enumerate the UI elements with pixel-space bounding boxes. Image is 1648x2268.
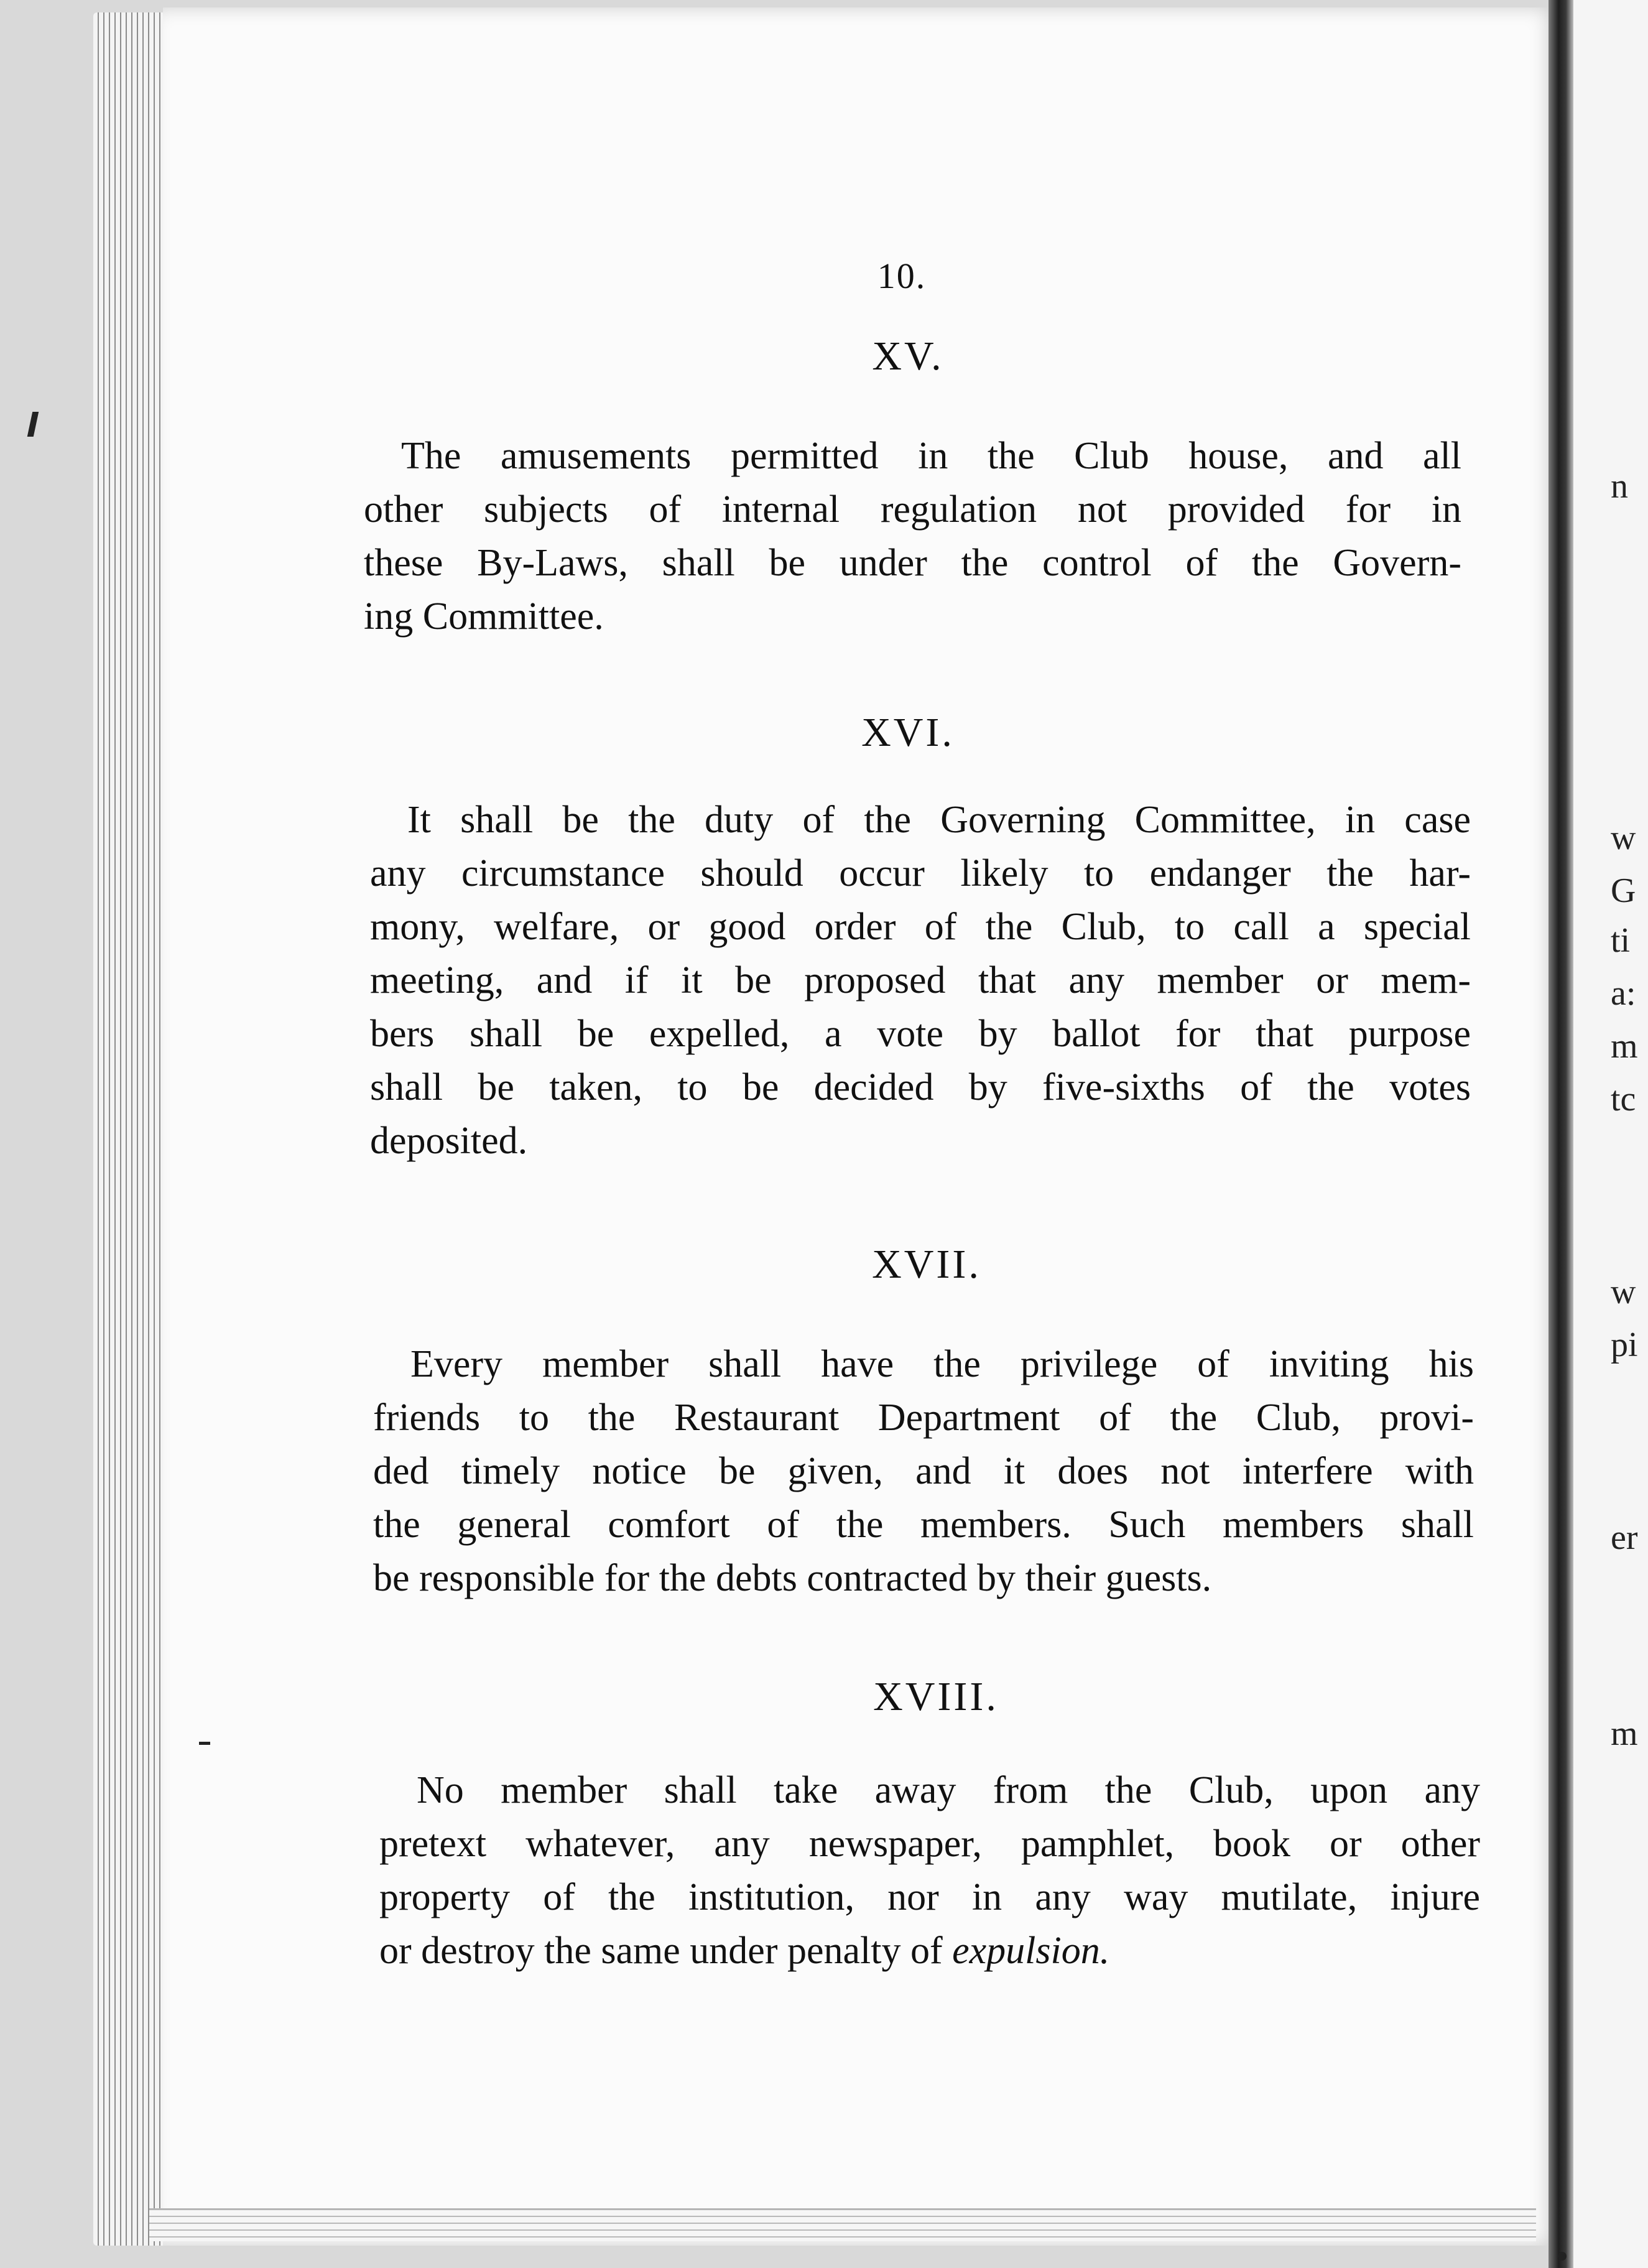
paragraph-line: ded timely notice be given, and it does not interfere with bbox=[373, 1450, 1474, 1492]
paragraph-line: any circumstance should occur likely to endanger the har- bbox=[370, 852, 1471, 895]
section-heading-xv: XV. bbox=[872, 333, 944, 379]
paragraph-line: the general comfort of the members. Such members shall bbox=[373, 1503, 1474, 1546]
page-stack-edges bbox=[93, 12, 168, 2246]
page-stack-bottom-edge bbox=[149, 2208, 1536, 2241]
paragraph-line: The amusements permitted in the Club house, and all bbox=[401, 435, 1461, 477]
facing-page-fragment: G bbox=[1611, 871, 1636, 910]
section-xviii-paragraph bbox=[379, 1764, 1480, 1978]
final-line-text: or destroy the same under penalty of bbox=[379, 1930, 943, 1972]
scan-speck bbox=[1558, 2252, 1567, 2261]
paragraph-line: meeting, and if it be proposed that any member or mem- bbox=[370, 959, 1471, 1002]
facing-page-fragment: n bbox=[1611, 467, 1628, 506]
paragraph-line: ing Committee. bbox=[364, 595, 604, 638]
section-heading-xvii: XVII. bbox=[872, 1242, 981, 1287]
facing-page-fragment: er bbox=[1611, 1518, 1638, 1557]
facing-page-fragment: w bbox=[1611, 1273, 1636, 1311]
emphasized-word: expulsion. bbox=[952, 1930, 1110, 1972]
paragraph-line: property of the institution, nor in any way mutilate, injure bbox=[379, 1876, 1480, 1918]
facing-page-fragment: tc bbox=[1611, 1080, 1636, 1118]
section-heading-xvi: XVI. bbox=[861, 710, 955, 755]
paragraph-line: shall be taken, to be decided by five-sixths of the votes bbox=[370, 1066, 1471, 1108]
facing-page-fragment: ti bbox=[1611, 921, 1631, 960]
paragraph-line bbox=[379, 1924, 1480, 1978]
paragraph-line: It shall be the duty of the Governing Committee, in case bbox=[407, 799, 1471, 841]
paragraph-line: bers shall be expelled, a vote by ballot for that purpose bbox=[370, 1013, 1471, 1055]
paragraph-line: Every member shall have the privilege of inviting his bbox=[410, 1343, 1474, 1385]
paragraph-line: these By-Laws, shall be under the control of the Govern- bbox=[364, 542, 1461, 584]
facing-page-fragment: w bbox=[1611, 819, 1636, 857]
section-xv-paragraph bbox=[364, 429, 1461, 643]
paragraph-line: pretext whatever, any newspaper, pamphlet, book or other bbox=[379, 1823, 1480, 1865]
page-number: 10. bbox=[877, 256, 927, 296]
facing-page-fragment: m bbox=[1611, 1714, 1638, 1753]
section-xvii-paragraph bbox=[373, 1337, 1474, 1605]
facing-page bbox=[1573, 0, 1648, 2268]
paragraph-line: friends to the Restaurant Department of the Club, provi- bbox=[373, 1397, 1474, 1439]
paragraph-line: No member shall take away from the Club, upon any bbox=[417, 1769, 1480, 1811]
paragraph-line: mony, welfare, or good order of the Club, to call a special bbox=[370, 906, 1471, 948]
facing-page-fragment: pi bbox=[1611, 1326, 1638, 1364]
scan-speck bbox=[199, 1742, 210, 1745]
section-xvi-paragraph bbox=[370, 793, 1471, 1168]
paragraph-line: deposited. bbox=[370, 1120, 528, 1162]
paragraph-line: other subjects of internal regulation not provided for in bbox=[364, 488, 1461, 531]
book-gutter bbox=[1548, 0, 1573, 2268]
facing-page-fragment: a: bbox=[1611, 974, 1636, 1013]
section-heading-xviii: XVIII. bbox=[873, 1674, 999, 1719]
facing-page-fragment: m bbox=[1611, 1027, 1638, 1066]
paragraph-line: be responsible for the debts contracted by their guests. bbox=[373, 1557, 1212, 1599]
